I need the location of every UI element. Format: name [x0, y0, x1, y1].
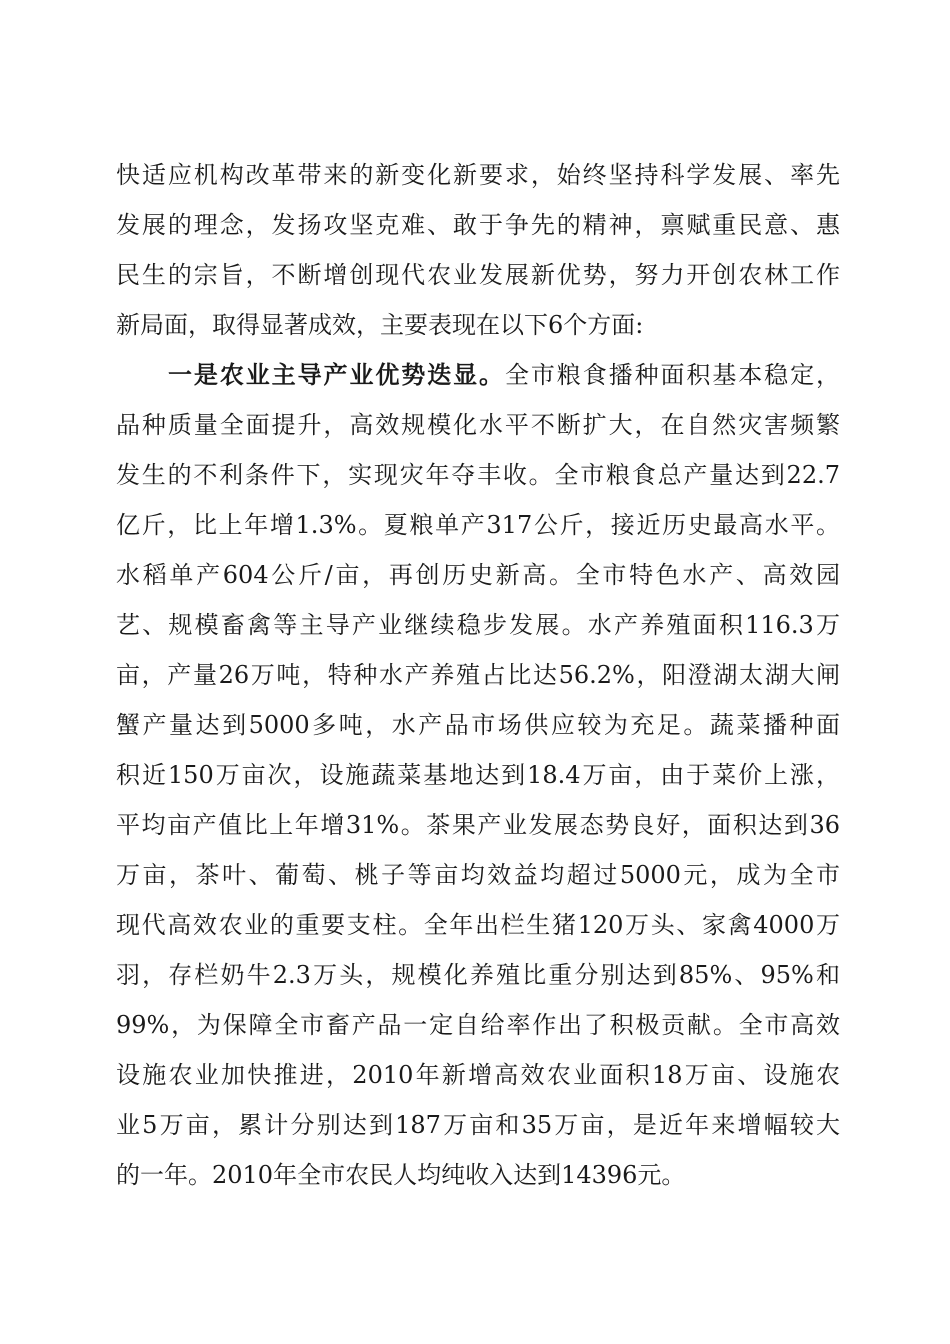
- document-body: [116, 150, 840, 1200]
- text-line: 发展的理念，发扬攻坚克难、敢于争先的精神，禀赋重民意、惠: [116, 211, 840, 239]
- text-line: 平均亩产值比上年增31%。茶果产业发展态势良好，面积达到36: [116, 811, 840, 839]
- text-line: 快适应机构改革带来的新变化新要求，始终坚持科学发展、率先: [116, 161, 840, 189]
- text-line: 积近150万亩次，设施蔬菜基地达到18.4万亩，由于菜价上涨，: [116, 761, 840, 789]
- paragraph-heading: 一是农业主导产业优势迭显。: [168, 360, 505, 389]
- text-line: 水稻单产604公斤/亩，再创历史新高。全市特色水产、高效园: [116, 561, 840, 589]
- text-line: 亩，产量26万吨，特种水产养殖占比达56.2%，阳澄湖太湖大闸: [116, 661, 840, 689]
- paragraph-intro-continuation: [116, 150, 840, 350]
- text-line: 艺、规模畜禽等主导产业继续稳步发展。水产养殖面积116.3万: [116, 611, 840, 639]
- text-line: 万亩，茶叶、葡萄、桃子等亩均效益均超过5000元，成为全市: [116, 861, 840, 889]
- text-line: 发生的不利条件下，实现灾年夺丰收。全市粮食总产量达到22.7: [116, 461, 840, 489]
- text-line: 蟹产量达到5000多吨，水产品市场供应较为充足。蔬菜播种面: [116, 711, 840, 739]
- text-line: 新局面，取得显著成效，主要表现在以下6个方面:: [116, 311, 644, 339]
- text-line: 99%，为保障全市畜产品一定自给率作出了积极贡献。全市高效: [116, 1011, 840, 1039]
- text-line: 设施农业加快推进，2010年新增高效农业面积18万亩、设施农: [116, 1061, 840, 1089]
- text-line: 亿斤，比上年增1.3%。夏粮单产317公斤，接近历史最高水平。: [116, 511, 840, 539]
- paragraph-agriculture-industry: [116, 350, 840, 1200]
- text-line: 现代高效农业的重要支柱。全年出栏生猪120万头、家禽4000万: [116, 911, 840, 939]
- text-line: 的一年。2010年全市农民人均纯收入达到14396元。: [116, 1161, 686, 1189]
- text-line: 品种质量全面提升，高效规模化水平不断扩大，在自然灾害频繁: [116, 411, 840, 439]
- text-line: 业5万亩，累计分别达到187万亩和35万亩，是近年来增幅较大: [116, 1111, 840, 1139]
- text-line: 羽，存栏奶牛2.3万头，规模化养殖比重分别达到85%、95%和: [116, 961, 840, 989]
- text-line-first: [116, 350, 840, 400]
- text-line: 民生的宗旨，不断增创现代农业发展新优势，努力开创农林工作: [116, 261, 840, 289]
- text-line-rest: 全市粮食播种面积基本稳定，: [504, 361, 840, 389]
